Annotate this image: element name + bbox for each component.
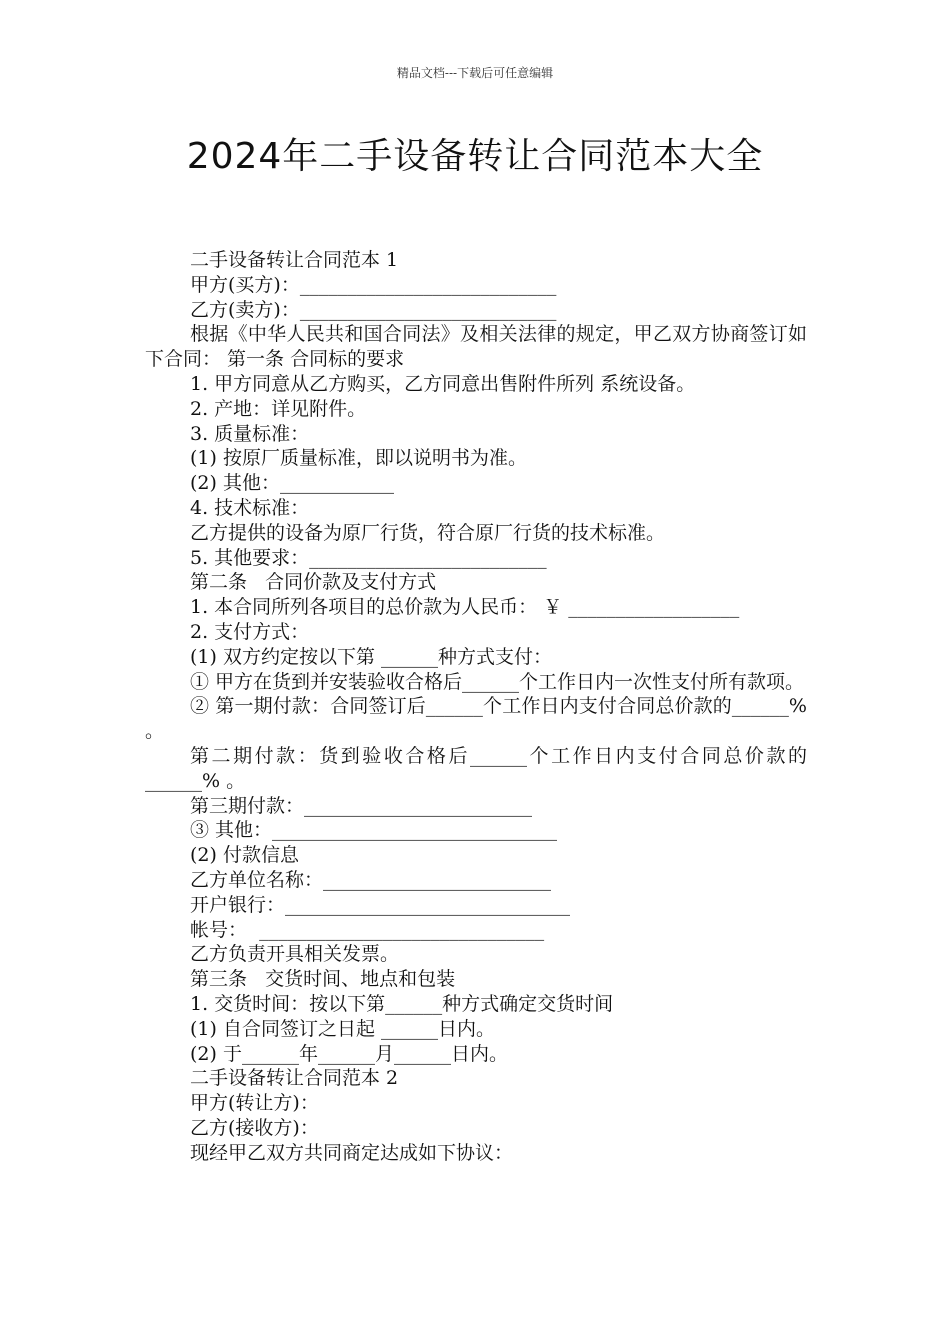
text-line: 第二期付款：货到验收合格后______个工作日内支付合同总价款的______% 。	[145, 744, 807, 792]
text-line: 甲方(转让方)：	[190, 1092, 319, 1115]
text-line: 4. 技术标准：	[190, 496, 310, 519]
text-line: 第三期付款：________________________	[190, 794, 533, 817]
text-line: 1. 本合同所列各项目的总价款为人民币： ￥ __________________	[190, 596, 740, 619]
text-line: (1) 双方约定按以下第 ______种方式支付：	[190, 645, 552, 668]
text-line: ③ 其他：______________________________	[190, 819, 558, 842]
text-line: (2) 付款信息	[190, 844, 299, 867]
text-line: 第三条 交货时间、地点和包装	[190, 968, 456, 991]
text-line: (1) 按原厂质量标准，即以说明书为准。	[190, 447, 527, 470]
text-line: ① 甲方在货到并安装验收合格后______个工作日内一次性支付所有款项。	[190, 670, 805, 693]
text-line: 现经甲乙双方共同商定达成如下协议：	[190, 1141, 514, 1164]
text-line: (1) 自合同签订之日起 ______日内。	[190, 1017, 495, 1040]
page-header: 精品文档---下载后可任意编辑	[396, 66, 554, 80]
text-line: (2) 其他：____________	[190, 472, 394, 495]
text-line: 帐号： ______________________________	[190, 918, 545, 941]
text-line: 乙方负责开具相关发票。	[190, 943, 400, 966]
document-title: 2024年二手设备转让合同范本大全	[186, 136, 764, 177]
text-line: ② 第一期付款：合同签订后______个工作日内支付合同总价款的______% 。	[145, 695, 807, 743]
text-line: 2. 支付方式：	[190, 620, 310, 643]
text-line: 5. 其他要求：_________________________	[190, 546, 547, 569]
text-line: 1. 交货时间：按以下第______种方式确定交货时间	[190, 992, 614, 1015]
text-line: 3. 质量标准：	[190, 422, 310, 445]
document-body	[145, 248, 807, 1165]
text-line: 乙方提供的设备为原厂行货，符合原厂行货的技术标准。	[190, 521, 666, 544]
text-line: 乙方单位名称：________________________	[190, 868, 552, 891]
text-line: 开户银行：______________________________	[190, 893, 571, 916]
text-line: (2) 于______年______月______日内。	[190, 1042, 508, 1065]
text-line: 2. 产地：详见附件。	[190, 397, 367, 420]
text-line: 乙方(接收方)：	[190, 1116, 319, 1139]
text-line: 第二条 合同价款及支付方式	[190, 571, 437, 594]
text-line: 1. 甲方同意从乙方购买，乙方同意出售附件所列 系统设备。	[190, 372, 696, 395]
text-line: 乙方(卖方)：___________________________	[190, 298, 557, 321]
text-line: 二手设备转让合同范本 1	[190, 249, 399, 271]
text-line: 根据《中华人民共和国合同法》及相关法律的规定，甲乙双方协商签订如下合同： 第一条 合同标的要求	[145, 323, 807, 371]
text-line: 甲方(买方)：___________________________	[190, 273, 557, 296]
text-line: 二手设备转让合同范本 2	[190, 1067, 399, 1090]
